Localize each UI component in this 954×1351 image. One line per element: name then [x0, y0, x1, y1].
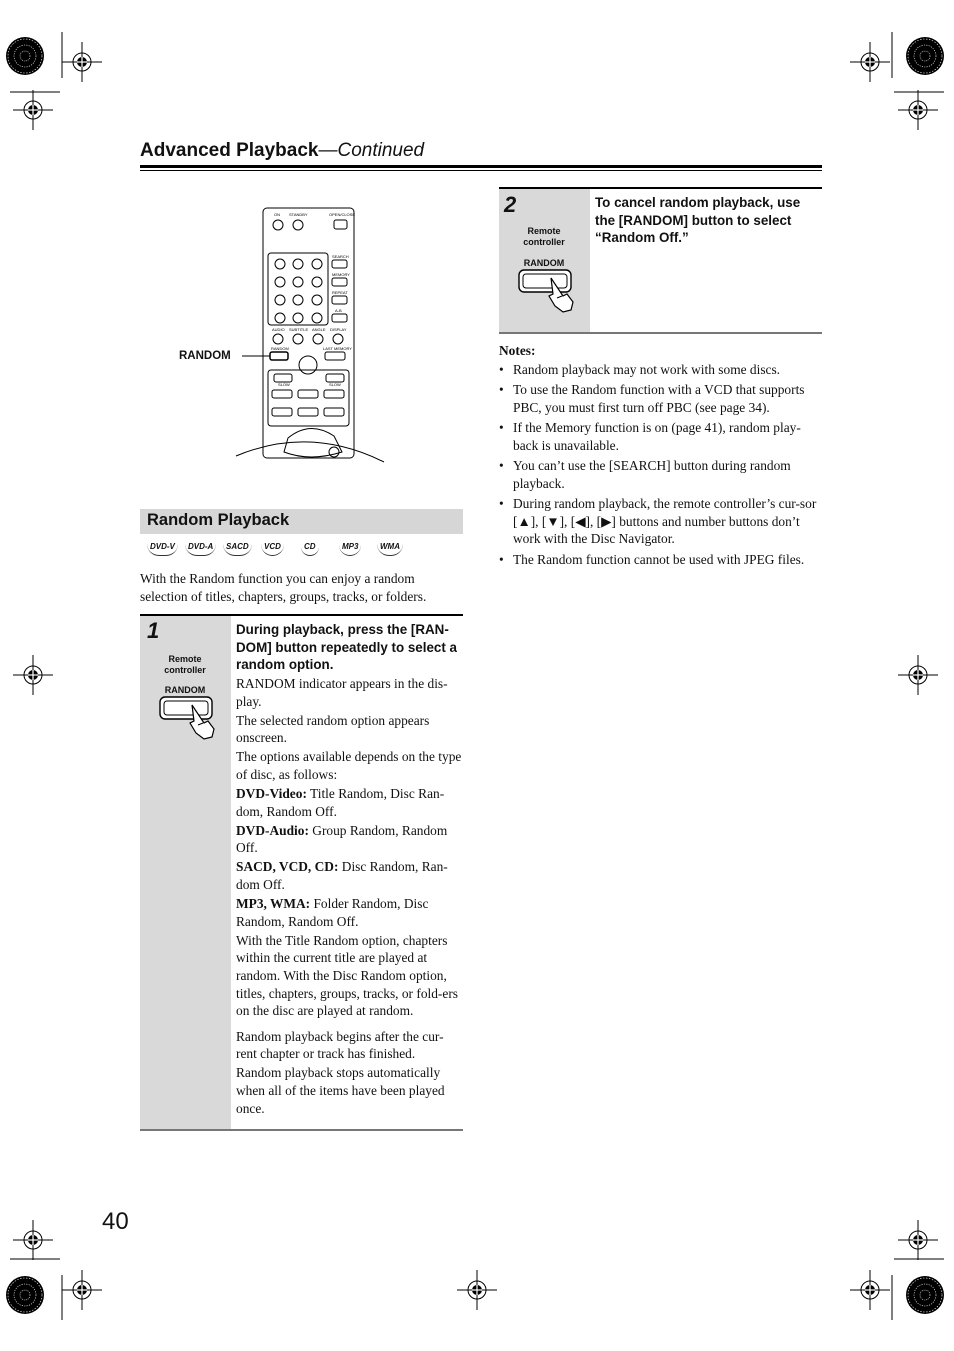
- random-callout-label: RANDOM: [179, 350, 231, 362]
- step2-number: 2: [504, 192, 517, 217]
- step2-bottom-rule: [499, 332, 822, 334]
- remote-label-open-close: OPEN/CLOSE: [329, 212, 356, 217]
- step1-p1: RANDOM indicator appears in the dis-play.: [236, 676, 448, 709]
- step1-opt4-text: Folder Random, Disc Random, Random Off.: [236, 896, 429, 929]
- disc-badge-sacd: SACD: [223, 541, 252, 556]
- notes-block: [499, 342, 823, 571]
- step1-heading: During playback, press the [RAN-DOM] button repeatedly to select a random option.: [236, 622, 457, 672]
- note-item: • You can’t use the [SEARCH] button during random playback.: [499, 457, 823, 492]
- header-rule: [140, 165, 822, 168]
- note-item: • Random playback may not work with some discs.: [499, 361, 823, 379]
- step1-remote-label-line1: Remote: [168, 654, 202, 664]
- remote-label-on: ON: [274, 212, 280, 217]
- step1-number: 1: [147, 618, 160, 643]
- remote-label-memory: MEMORY: [332, 272, 350, 277]
- step1-p6: Random playback stops automatically when all of the items have been played once.: [236, 1065, 445, 1116]
- remote-label-last-memory: LAST MEMORY: [323, 346, 352, 351]
- step1-p4: With the Title Random option, chapters within the current title are played at random. With the Disc Random option, titles, chapters, groups, tracks, or fold-ers on the disc are played at random.: [236, 932, 458, 1019]
- remote-label-search: SEARCH: [332, 254, 349, 259]
- header-title: Advanced Playback: [140, 140, 319, 161]
- step1-opt1-label: DVD-Video:: [236, 786, 307, 802]
- remote-label-a-b: A-B: [335, 308, 342, 313]
- step1-option-mp3-wma: [236, 895, 462, 930]
- remote-label-slow-right: SLOW: [329, 382, 341, 387]
- note-item: • The Random function cannot be used with JPEG files.: [499, 551, 823, 569]
- remote-label-display: DISPLAY: [330, 327, 347, 332]
- step1-random-button-label: RANDOM: [164, 685, 206, 695]
- remote-label-standby: STANDBY: [289, 212, 308, 217]
- disc-badge-dvd-a: DVD-A: [185, 541, 216, 556]
- disc-badge-vcd: VCD: [261, 541, 284, 556]
- step1-p2: The selected random option appears onscreen.: [236, 712, 430, 746]
- page-number: 40: [102, 1208, 129, 1235]
- remote-label-random: RANDOM: [271, 346, 289, 351]
- remote-label-slow-left: SLOW: [278, 382, 290, 387]
- remote-label-repeat: REPEAT: [332, 290, 348, 295]
- note-item: • During random playback, the remote controller’s cur-sor [▲], [▼], [◀], [▶] buttons and number buttons don’t work with the Disc Navigator.: [499, 495, 823, 548]
- page-header: [140, 140, 424, 162]
- note-item: • If the Memory function is on (page 41), random play-back is unavailable.: [499, 419, 823, 454]
- step2-remote-label-line2: controller: [523, 237, 565, 247]
- step1-opt2-label: DVD-Audio:: [236, 822, 309, 838]
- remote-label-audio: AUDIO: [272, 327, 285, 332]
- step2-random-button-label: RANDOM: [523, 258, 565, 268]
- remote-label-angle: ANGLE: [312, 327, 326, 332]
- section-intro: With the Random function you can enjoy a random selection of titles, chapters, groups, tracks, or folders.: [140, 571, 427, 604]
- header-continued: —Continued: [318, 140, 425, 161]
- step1-p3: The options available depends on the type of disc, as follows:: [236, 749, 462, 782]
- step1-option-dvd-audio: [236, 822, 462, 857]
- step1-body: [236, 675, 462, 1119]
- step2-remote-label: [509, 226, 579, 248]
- disc-badge-cd: CD: [301, 541, 319, 556]
- step1-remote-label: [150, 654, 220, 676]
- notes-list: [499, 361, 823, 569]
- step2-random-button-icon: [517, 268, 579, 314]
- note-item: • To use the Random function with a VCD that supports PBC, you must first turn off PBC (see page 34).: [499, 381, 823, 416]
- step1-random-button-icon: [158, 695, 220, 741]
- notes-title: Notes:: [499, 343, 536, 358]
- step1-remote-label-line2: controller: [164, 665, 206, 675]
- remote-control-illustration: [230, 200, 390, 470]
- disc-badge-dvd-v: DVD-V: [147, 541, 178, 556]
- step1-option-dvd-video: [236, 785, 462, 820]
- step1-opt2-text: Group Random, Random Off.: [236, 822, 448, 856]
- step1-bottom-rule: [140, 1129, 463, 1131]
- disc-badge-wma: WMA: [377, 541, 403, 556]
- header-rule-thin: [140, 170, 822, 171]
- step1-opt3-label: SACD, VCD, CD:: [236, 859, 339, 875]
- remote-label-subtitle: SUBTITLE: [289, 327, 309, 332]
- disc-badge-mp3: MP3: [339, 541, 361, 556]
- step2-heading: To cancel random playback, use the [RANDOM] button to select “Random Off.”: [595, 195, 801, 245]
- step1-opt3-text: Disc Random, Ran-dom Off.: [236, 859, 448, 893]
- step1-option-sacd-vcd-cd: [236, 858, 462, 893]
- step1-opt1-text: Title Random, Disc Ran-dom, Random Off.: [236, 786, 445, 819]
- section-title: Random Playback: [147, 511, 290, 529]
- step1-p5: Random playback begins after the cur-rent chapter or track has finished.: [236, 1028, 444, 1062]
- step2-remote-label-line1: Remote: [527, 226, 561, 236]
- step1-opt4-label: MP3, WMA:: [236, 896, 311, 912]
